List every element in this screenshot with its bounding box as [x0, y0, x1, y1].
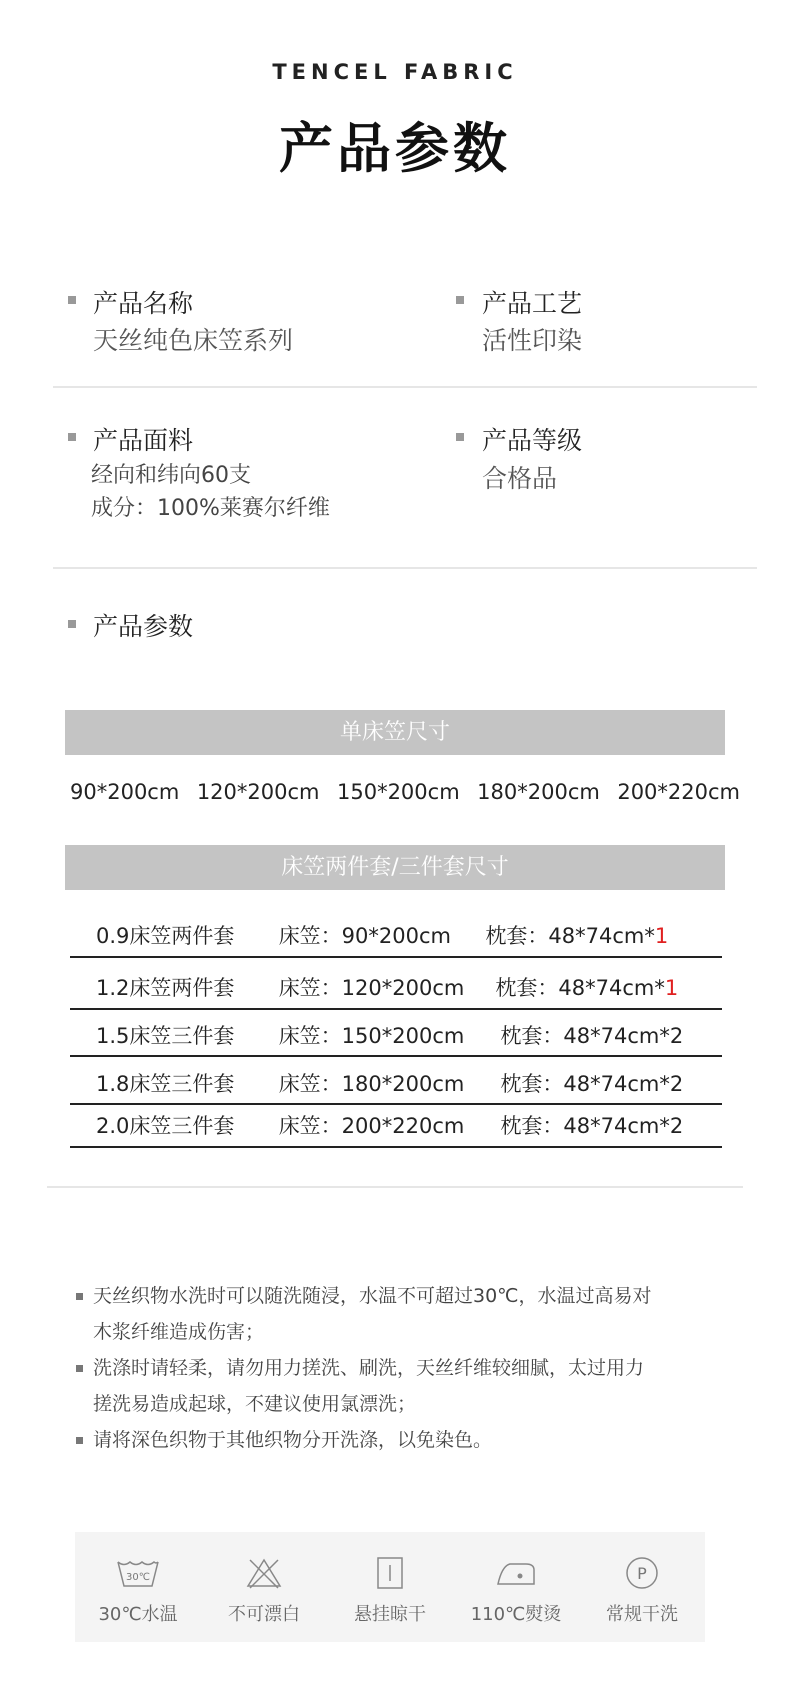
care-note-line: 洗涤时请轻柔，请勿用力搓洗、刷洗，天丝纤维较细腻，太过用力 [93, 1357, 645, 1379]
svg-text:P: P [637, 1564, 647, 1583]
svg-text:30℃: 30℃ [126, 1572, 150, 1583]
spec-label-name: 产品名称 [93, 289, 194, 318]
care-icon-item [205, 1532, 323, 1626]
row-divider [70, 1008, 722, 1010]
care-icon-item [457, 1532, 575, 1626]
bullet-icon [76, 1365, 83, 1372]
row-divider [70, 1146, 722, 1148]
spec-label-process: 产品工艺 [482, 289, 583, 318]
care-note [76, 1350, 716, 1422]
care-note-line: 搓洗易造成起球，不建议使用氯漂洗； [93, 1393, 417, 1415]
care-icon-label: 悬挂晾干 [354, 1604, 426, 1625]
bullet-icon [68, 433, 76, 441]
bullet-icon [68, 620, 76, 628]
care-icon-item [583, 1532, 701, 1626]
set-name: 1.8床笠三件套 [96, 1072, 235, 1096]
spec-value-composition: 成分：100%莱赛尔纤维 [91, 496, 330, 521]
page-title: 产品参数 [279, 117, 511, 180]
set-name: 0.9床笠两件套 [96, 924, 235, 948]
bullet-icon [76, 1293, 83, 1300]
care-note [76, 1422, 716, 1458]
care-icon-label: 常规干洗 [606, 1604, 678, 1625]
sheet-size: 床笠：150*200cm [278, 1024, 465, 1048]
table-row [70, 920, 722, 950]
care-icon-label: 30℃水温 [98, 1604, 178, 1625]
table-row [70, 1068, 722, 1098]
pillow-size: 枕套：48*74cm* [500, 1024, 670, 1048]
spec-value-fabric: 经向和纬向60支 [91, 463, 251, 488]
table-row [70, 1020, 722, 1050]
pillow-size: 枕套：48*74cm* [500, 1114, 670, 1138]
spec-value-process: 活性印染 [482, 326, 583, 355]
table-row [70, 972, 722, 1002]
divider [53, 386, 757, 388]
pillow-qty: 2 [669, 1024, 684, 1048]
care-icon-label: 不可漂白 [228, 1604, 300, 1625]
set-name: 1.2床笠两件套 [96, 976, 235, 1000]
single-size-list [70, 780, 740, 804]
divider [53, 567, 757, 569]
sheet-size: 床笠：200*220cm [278, 1114, 465, 1138]
size-item: 120*200cm [196, 780, 320, 804]
iron-icon [492, 1556, 540, 1590]
care-note [76, 1278, 716, 1350]
spec-value-name: 天丝纯色床笠系列 [93, 326, 294, 355]
care-icon-label: 110℃熨烫 [470, 1604, 562, 1625]
dry-clean-icon [618, 1556, 666, 1590]
set-size-header: 床笠两件套/三件套尺寸 [65, 845, 725, 890]
size-item: 90*200cm [70, 780, 180, 804]
size-item: 200*220cm [617, 780, 740, 804]
divider [47, 1186, 743, 1188]
row-divider [70, 1103, 722, 1105]
care-icon-item [79, 1532, 197, 1626]
care-note-line: 天丝织物水洗时可以随洗随浸，水温不可超过30℃，水温过高易对 [93, 1285, 652, 1307]
table-row [70, 1110, 722, 1140]
bullet-icon [68, 296, 76, 304]
single-size-header: 单床笠尺寸 [65, 710, 725, 755]
care-note-line: 木浆纤维造成伤害； [93, 1321, 265, 1343]
pillow-size: 枕套：48*74cm* [485, 924, 655, 948]
set-name: 1.5床笠三件套 [96, 1024, 235, 1048]
bullet-icon [456, 433, 464, 441]
spec-label-params: 产品参数 [93, 612, 194, 641]
pillow-qty: 1 [664, 976, 679, 1000]
size-item: 180*200cm [477, 780, 600, 804]
pillow-qty: 1 [654, 924, 669, 948]
care-note-line: 请将深色织物于其他织物分开洗涤，以免染色。 [93, 1429, 493, 1451]
care-icons-panel [75, 1532, 705, 1642]
pillow-size: 枕套：48*74cm* [495, 976, 665, 1000]
bullet-icon [456, 296, 464, 304]
sheet-size: 床笠：90*200cm [278, 924, 451, 948]
pillow-qty: 2 [669, 1072, 684, 1096]
set-name: 2.0床笠三件套 [96, 1114, 235, 1138]
row-divider [70, 1055, 722, 1057]
brand-name: TENCEL FABRIC [272, 60, 518, 84]
pillow-size: 枕套：48*74cm* [500, 1072, 670, 1096]
spec-label-fabric: 产品面料 [93, 426, 194, 455]
sheet-size: 床笠：180*200cm [278, 1072, 465, 1096]
hang-dry-icon [366, 1556, 414, 1590]
care-icon-item [331, 1532, 449, 1626]
spec-value-grade: 合格品 [482, 464, 558, 493]
no-bleach-icon [240, 1556, 288, 1590]
sheet-size: 床笠：120*200cm [278, 976, 465, 1000]
row-divider [70, 956, 722, 958]
spec-label-grade: 产品等级 [482, 426, 583, 455]
pillow-qty: 2 [669, 1114, 684, 1138]
wash-30-icon [114, 1556, 162, 1590]
bullet-icon [76, 1437, 83, 1444]
size-item: 150*200cm [336, 780, 460, 804]
